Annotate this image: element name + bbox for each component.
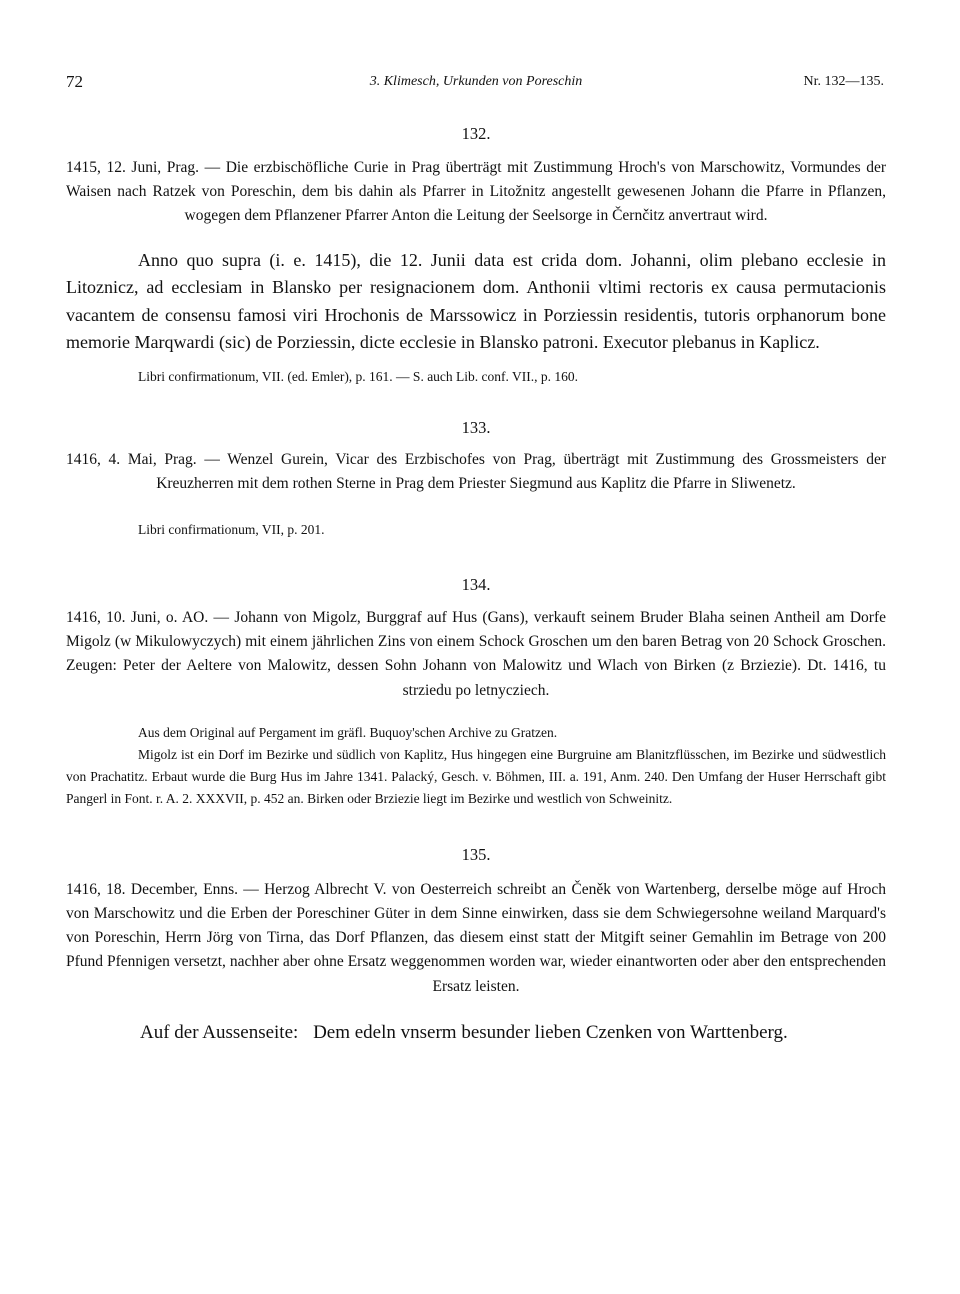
entry-regest: 1416, 10. Juni, o. AO. — Johann von Migolz, Burggraf auf Hus (Gans), verkauft seinem Bruder Blaha seinen Antheil am Dorfe Migolz (w Mikulowyczych) mit einem jährlichen Zins von einem Schock Groschen um den baren Betrag von 20 Schock Groschen. Zeugen: Peter der Aeltere von Malowitz, dessen Sohn Johann von Malowitz und Wlach von Birken (z Brziezie). Dt. 1416, tu strziedu po letnycziech.	[66, 609, 886, 699]
document-range: Nr. 132—135.	[803, 74, 884, 89]
outside-inscription	[66, 1019, 886, 1047]
entry-note: Migolz ist ein Dorf im Bezirke und südlich von Kaplitz, Hus hingegen eine Burgruine am Blanitzflüsschen, im Bezirke und südwestlich von Prachatitz. Erbaut wurde die Burg Hus im Jahre 1341. Palacký, Gesch. v. Böhmen, III. a. 191, Anm. 240. Den Umfang der Huser Herrschaft gibt Pangerl in Font. r. A. 2. XXXVII, p. 452 an. Birken oder Brziezie liegt im Bezirke und westlich von Schweinitz.	[66, 746, 886, 806]
entry-133	[66, 417, 886, 540]
entry-132	[66, 123, 886, 387]
entry-source: Libri confirmationum, VII, p. 201.	[138, 522, 325, 538]
entry-135	[66, 844, 886, 1047]
running-head	[66, 68, 886, 92]
entry-number: 134.	[461, 575, 491, 595]
entry-number: 133.	[461, 417, 491, 437]
page-number: 72	[66, 72, 83, 91]
entry-text: Anno quo supra (i. e. 1415), die 12. Junii data est crida dom. Johanni, olim plebano ecclesie in Litoznicz, ad ecclesiam in Blansko per resignacionem dom. Anthonii vltimi rectoris ex causa permutacionis vacantem de consensu famosi viri Hrochonis de Marssowicz in Porziessin residentis, tutoris orphanorum bone memorie Marqwardi (sic) de Porziessin, dicte ecclesie in Blansko patroni. Executor plebanus in Kaplicz.	[66, 249, 886, 353]
outside-text: Dem edeln vnserm besunder lieben Czenken von Warttenberg.	[313, 1021, 788, 1043]
document-page	[66, 68, 886, 1047]
entry-regest: 1416, 18. December, Enns. — Herzog Albrecht V. von Oesterreich schreibt an Čeněk von Wartenberg, derselbe möge auf Hroch von Marschowitz und die Erben der Poreschiner Güter in dem Sinne einwirken, dass sie dem Schwiegersohne weiland Marquard's von Poreschin, Herrn Jörg von Tirna, das Dorf Pflanzen, das diesem einst statt der Mitgift seiner Gemahlin im Betrage von 200 Pfund Pfennigen versetzt, nachher aber ohne Ersatz weggenommen worden war, wieder einantworten oder aber den entsprechenden Ersatz leisten.	[66, 880, 886, 995]
entry-regest: 1415, 12. Juni, Prag. — Die erzbischöfliche Curie in Prag überträgt mit Zustimmung Hroch's von Marschowitz, Vormundes der Waisen nach Ratzek von Poreschin, dem bis dahin als Pfarrer in Litožnitz angestellt gewesenen Johann die Pfarre in Pflanzen, wogegen dem Pflanzener Pfarrer Anton die Leitung der Seelsorge in Černčitz anvertraut wird.	[66, 159, 886, 225]
entry-source: Libri confirmationum, VII. (ed. Emler), p. 161. — S. auch Lib. conf. VII., p. 160.	[138, 368, 579, 384]
entry-regest: 1416, 4. Mai, Prag. — Wenzel Gurein, Vicar des Erzbischofes von Prag, überträgt mit Zustimmung des Grossmeisters der Kreuzherren mit dem rothen Sterne in Prag dem Priester Siegmund aus Kaplitz die Pfarre in Sliwenetz.	[66, 450, 886, 492]
outside-label: Auf der Aussenseite:	[140, 1021, 299, 1043]
entry-number: 135.	[461, 844, 491, 864]
entry-source: Aus dem Original auf Pergament im gräfl. Buquoy'schen Archive zu Gratzen.	[138, 724, 558, 740]
entry-134	[66, 574, 886, 810]
running-title: 3. Klimesch, Urkunden von Poreschin	[369, 74, 583, 89]
entry-number: 132.	[461, 124, 491, 143]
